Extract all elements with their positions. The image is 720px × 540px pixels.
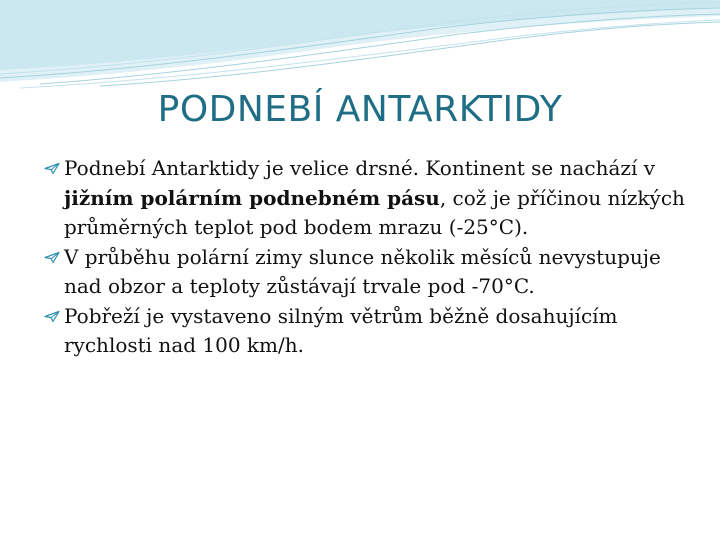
bullet-bold-text: jižním polárním podnebném pásu xyxy=(64,185,440,210)
bullet-text: V průběhu polární zimy slunce několik měsíců nevystupuje nad obzor a teploty zůstávají trvale pod -70°C. xyxy=(64,244,661,298)
bullet-item xyxy=(44,243,694,302)
slide-title: PODNEBÍ ANTARKTIDY xyxy=(157,89,563,130)
bullet-text: Podnebí Antarktidy je velice drsné. Kontinent se nachází v xyxy=(64,156,656,180)
airplane-bullet-icon xyxy=(44,310,60,323)
bullet-list xyxy=(44,154,694,361)
bullet-item xyxy=(44,154,694,243)
header-wave-decoration xyxy=(0,0,720,90)
bullet-text: Pobřeží je vystaveno silným větrům běžně dosahujícím rychlosti nad 100 km/h. xyxy=(64,303,618,357)
bullet-text: , což je příčinou nízkých průměrných teplot pod bodem mrazu (-25°C). xyxy=(64,185,685,239)
airplane-bullet-icon xyxy=(44,162,60,175)
airplane-bullet-icon xyxy=(44,251,60,264)
bullet-item xyxy=(44,302,694,361)
